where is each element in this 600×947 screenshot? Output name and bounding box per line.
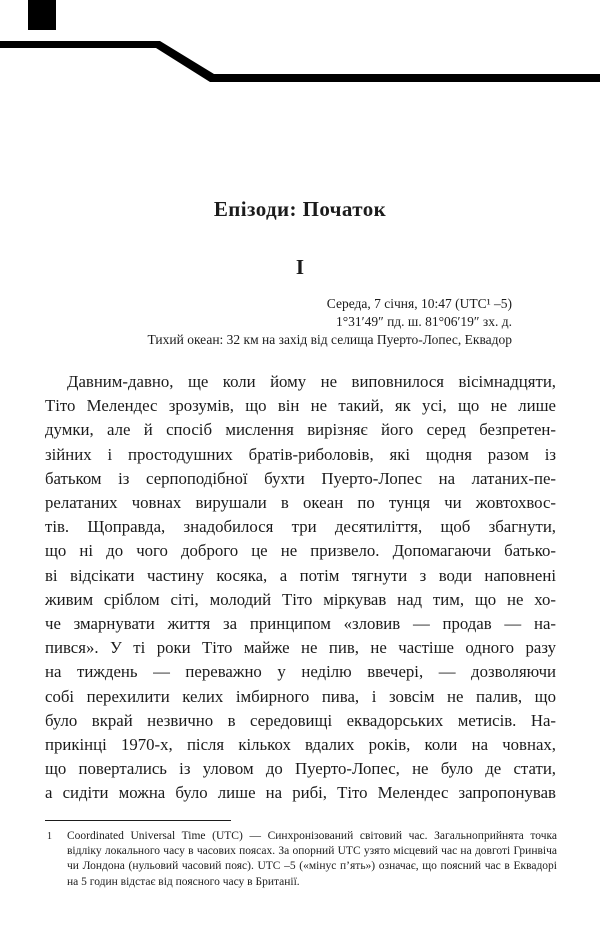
- body-line: було вкрай незвично в середовищі еквадорських метисів. На-: [45, 710, 556, 730]
- dateline: [45, 295, 512, 349]
- body-line: зійних і простодушних братів-риболовів, які щодня разом із: [45, 444, 556, 464]
- body-line: пився». У ті роки Тіто майже не пив, не частіше одного разу: [45, 638, 556, 658]
- body-line: живим сріблом сіті, молодий Тіто міркував над тим, що не хо-: [45, 589, 556, 609]
- section-numeral: I: [295, 255, 305, 279]
- corner-tab-shape: [28, 0, 56, 30]
- body-line: а сидіти можна було лише на рибі, Тіто Мелендес запропонував: [45, 783, 556, 803]
- body-paragraph: [45, 370, 556, 806]
- body-line: батьком із серпоподібної бухти Пуерто-Лопес на латаних-пе-: [45, 468, 556, 488]
- body-line: думки, але й спосіб мислення вирізняє його серед безпретен-: [45, 420, 556, 440]
- body-line: тів. Щоправда, знадобилося три десятиліття, щоб збагнути,: [45, 517, 556, 537]
- body-line: Давним-давно, ще коли йому не виповнилося вісімнадцяти,: [67, 372, 556, 391]
- footnote: [45, 829, 557, 890]
- footnote-text: Coordinated Universal Time (UTC) — Синхронізований світовий час. Загальноприйнята точка відліку локального часу в часових поясах. За опорний UTC узято місцевий час на довготі Гринвіча чи Лондона (нульовий часовий пояс). UTC –5 («мінус п’ять») означає, що поясний час в Еквадорі на 5 годин відстає від поясного часу в Британії.: [67, 830, 557, 888]
- footnote-marker: 1: [47, 831, 52, 842]
- body-line: що повертались із уловом до Пуерто-Лопес, не було де стати,: [45, 759, 556, 779]
- body-line: релатаних човнах вирушали в океан по тунця чи жовтохвос-: [45, 493, 556, 513]
- body-line: че змарнувати життя за принципом «зловив — продав — на-: [45, 614, 556, 634]
- body-line: що ні до чого доброго це не призвело. Допомагаючи батько-: [45, 541, 556, 561]
- body-line: ві відсікати частину косяка, а потім тягнути з води наповнені: [45, 565, 556, 585]
- body-line: на тиждень — переважно у неділю ввечері, — дозволяючи: [45, 662, 556, 682]
- dateline-coordinates: 1°31′49″ пд. ш. 81°06′19″ зх. д.: [335, 314, 512, 329]
- body-line: собі перехилити келих імбирного пива, і зовсім не палив, що: [45, 686, 556, 706]
- body-line: прикінці 1970-х, після кількох вдалих років, коли на човнах,: [45, 735, 556, 755]
- zigzag-rule-shape: [0, 41, 600, 82]
- footnote-rule: [45, 820, 231, 821]
- body-line: Тіто Мелендес зрозумів, що він не такий, як усі, що не лише: [45, 396, 556, 416]
- chapter-title: Епізоди: Початок: [213, 197, 387, 221]
- header-ornament: [0, 0, 600, 90]
- dateline-time: Середа, 7 січня, 10:47 (UTC¹ –5): [326, 296, 512, 311]
- dateline-location: Тихий океан: 32 км на захід від селища Пуерто-Лопес, Еквадор: [147, 332, 512, 347]
